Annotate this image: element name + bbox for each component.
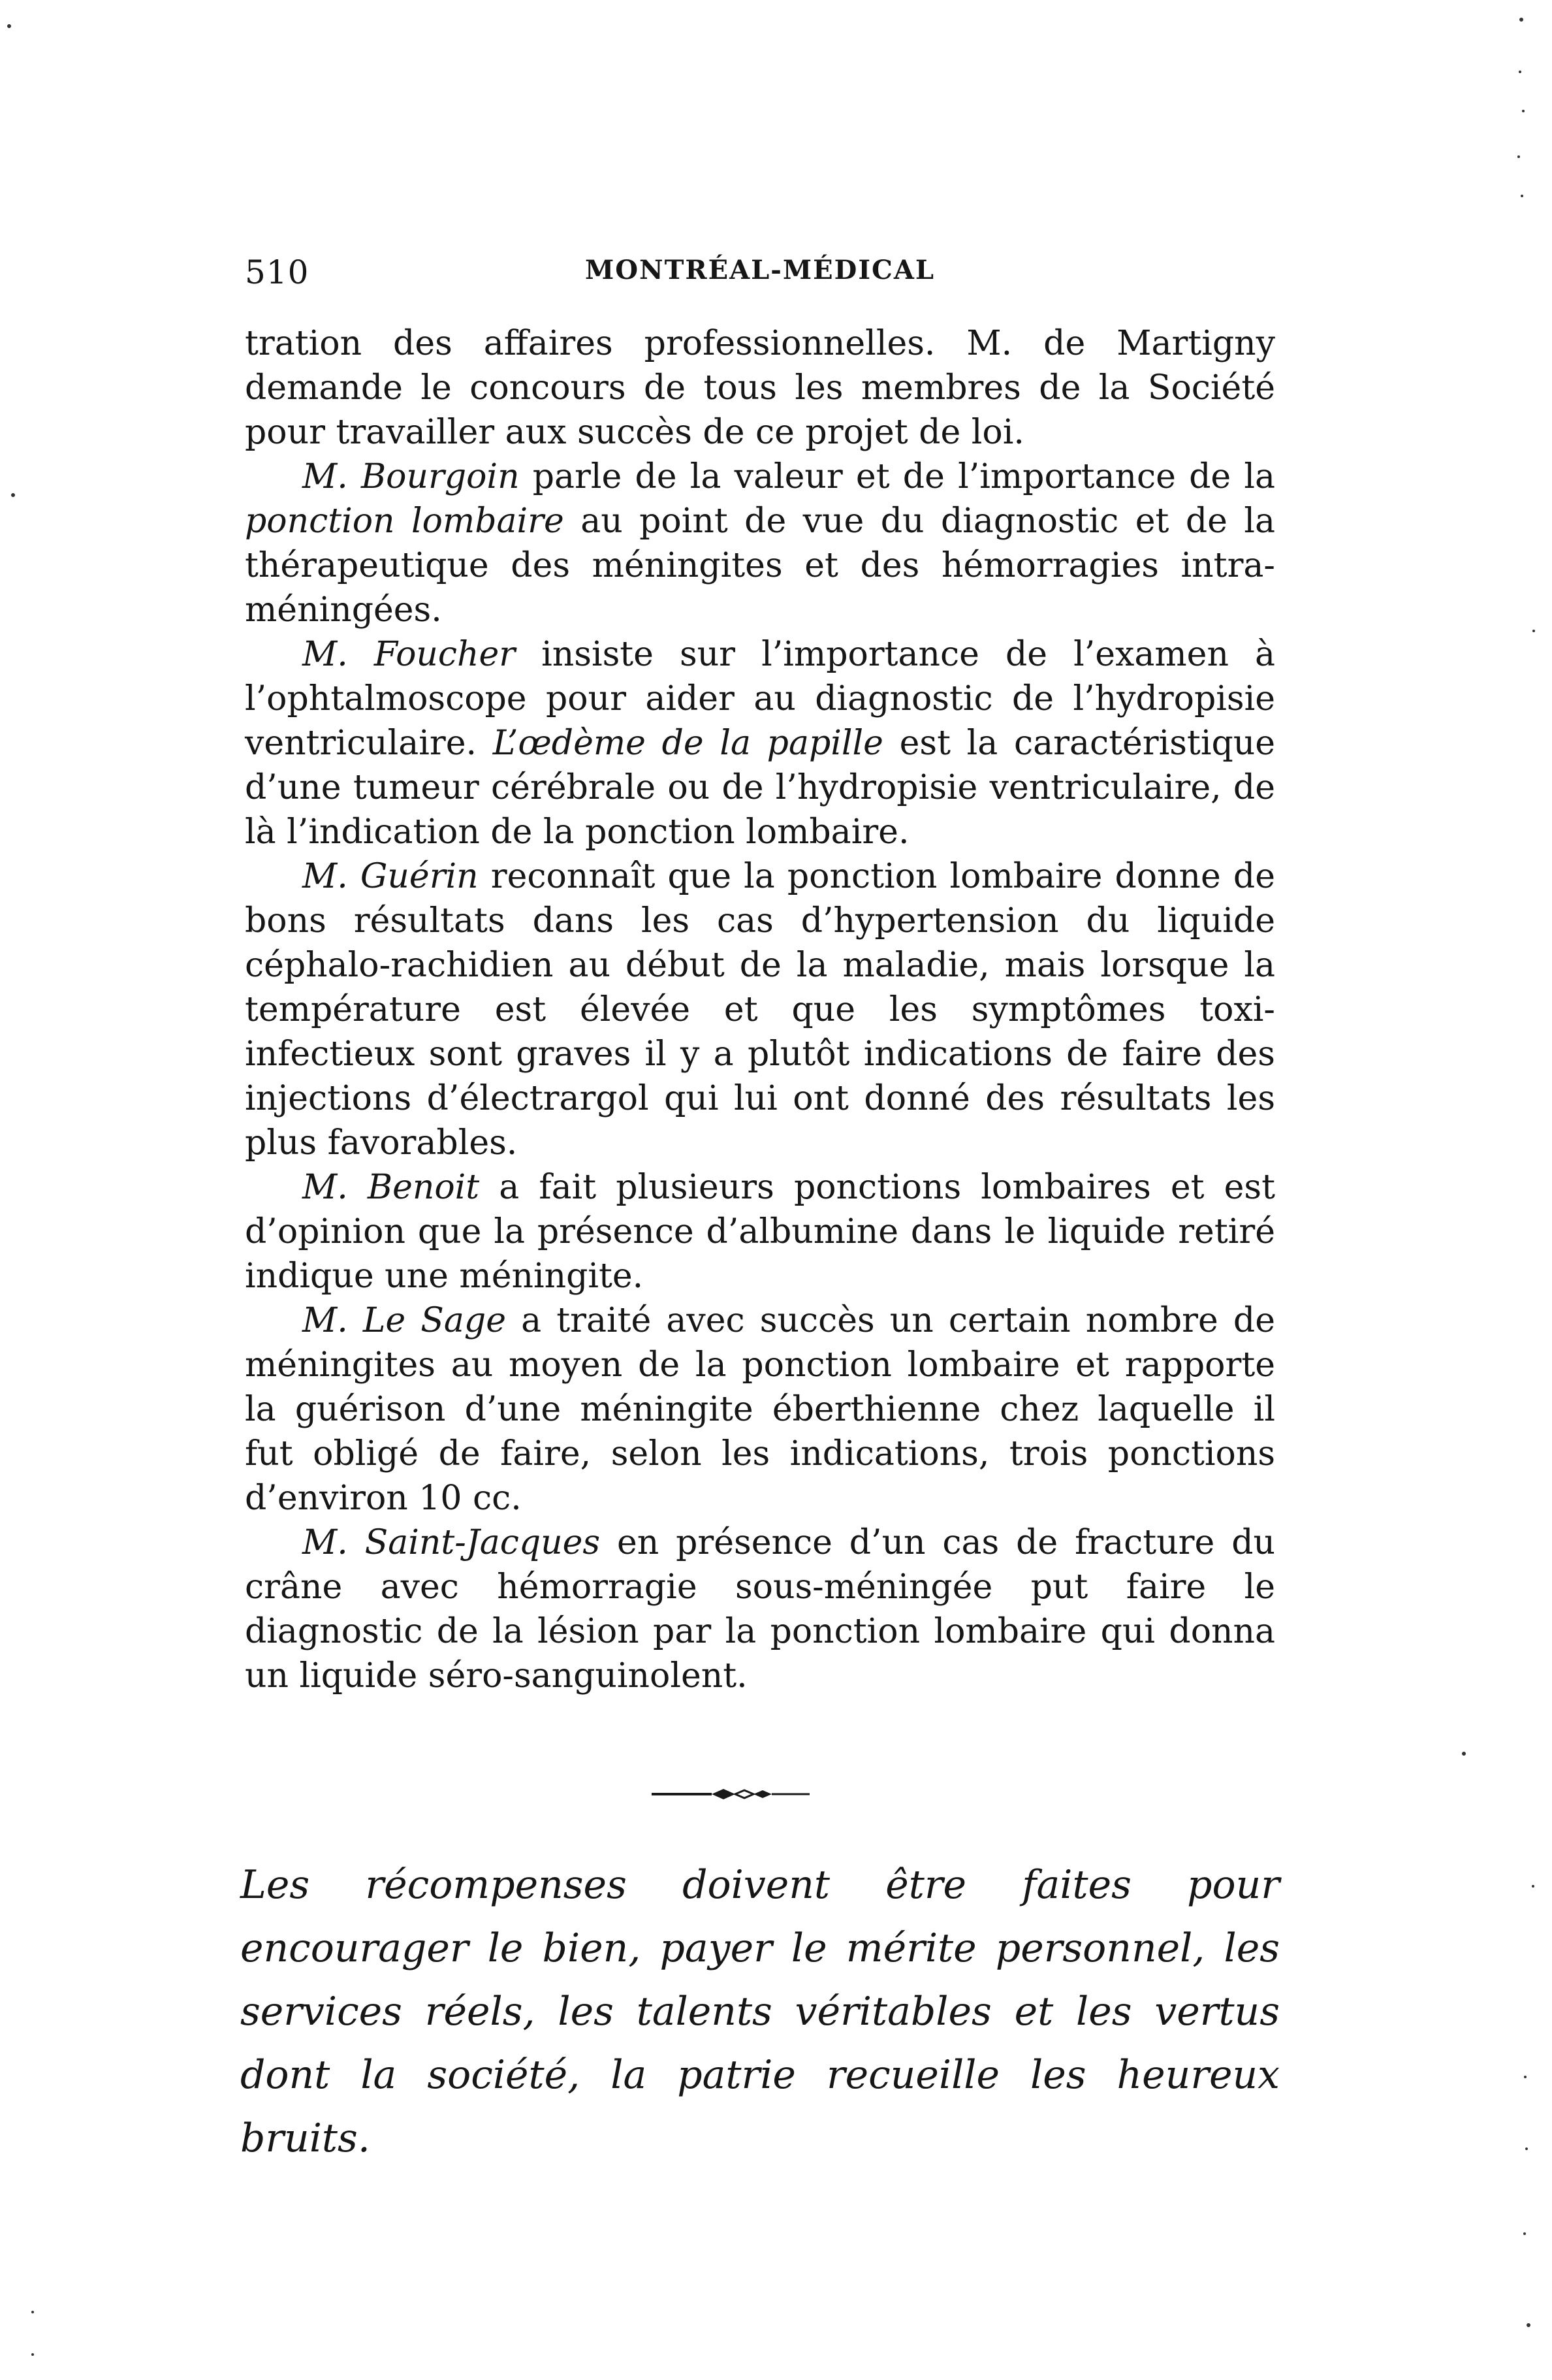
emphasis-term: ponction lombaire xyxy=(245,502,564,541)
paragraph-text: au point de vue du diagnostic et de la thérapeutique des méningites et des hémorragies intra-méningées. xyxy=(245,502,1275,630)
speaker-name: M. Foucher xyxy=(302,635,516,674)
paragraph-text: en présence d’un cas de fracture du crâne avec hémorragie sous-méningée put faire le diagnostic de la lésion par la ponction lombaire qui donna un liquide séro-sanguinolent. xyxy=(245,1523,1275,1696)
speaker-name: M. Le Sage xyxy=(302,1301,506,1340)
page-number: 510 xyxy=(245,253,309,291)
running-head: MONTRÉAL-MÉDICAL xyxy=(584,255,936,285)
speaker-name: M. Guérin xyxy=(302,857,479,896)
speaker-name: M. Bourgoin xyxy=(302,457,520,496)
paragraph-text: parle de la valeur et de l’importance de la xyxy=(519,457,1275,496)
paragraph-text: tration des affaires professionnelles. M. de Martigny demande le concours de tous les membres de la Société pour travailler aux succès de ce projet de loi. xyxy=(245,324,1275,452)
paragraph-text: insiste sur l’importance de l’examen à l’ophtalmoscope pour aider au diagnostic de l’hydropisie ventriculaire. xyxy=(245,635,1275,763)
paragraph-text: reconnaît que la ponction lombaire donne de bons résultats dans les cas d’hypertension du liquide céphalo-rachidien au début de la maladie, mais lorsque la température est élevée et que les symptômes toxi-infectieux sont graves il y a plutôt indications de faire des injections d’électrargol qui lui ont donné des résultats les plus favorables. xyxy=(245,857,1275,1163)
speaker-name: M. Benoit xyxy=(302,1168,480,1207)
paragraph-text: a fait plusieurs ponctions lombaires et est d’opinion que la présence d’albumine dans le liquide retiré indique une méningite. xyxy=(245,1168,1275,1296)
closing-quotation: Les récompenses doivent être faites pour encourager le bien, payer le mérite personnel, les services réels, les talents véritables et les vertus dont la société, la patrie recueille les heureux bruits. xyxy=(240,1862,1280,2161)
emphasis-term: L’œdème de la papille xyxy=(492,724,883,763)
speaker-name: M. Saint-Jacques xyxy=(302,1523,601,1562)
paragraph-text: a traité avec succès un certain nombre de méningites au moyen de la ponction lombaire et rapporte la guérison d’une méningite éberthienne chez laquelle il fut obligé de faire, selon les indications, trois ponctions d’environ 10 cc. xyxy=(245,1301,1275,1518)
paragraph-text: est la caractéristique d’une tumeur cérébrale ou de l’hydropisie ventriculaire, de là l’indication de la ponction lombaire. xyxy=(245,724,1276,852)
